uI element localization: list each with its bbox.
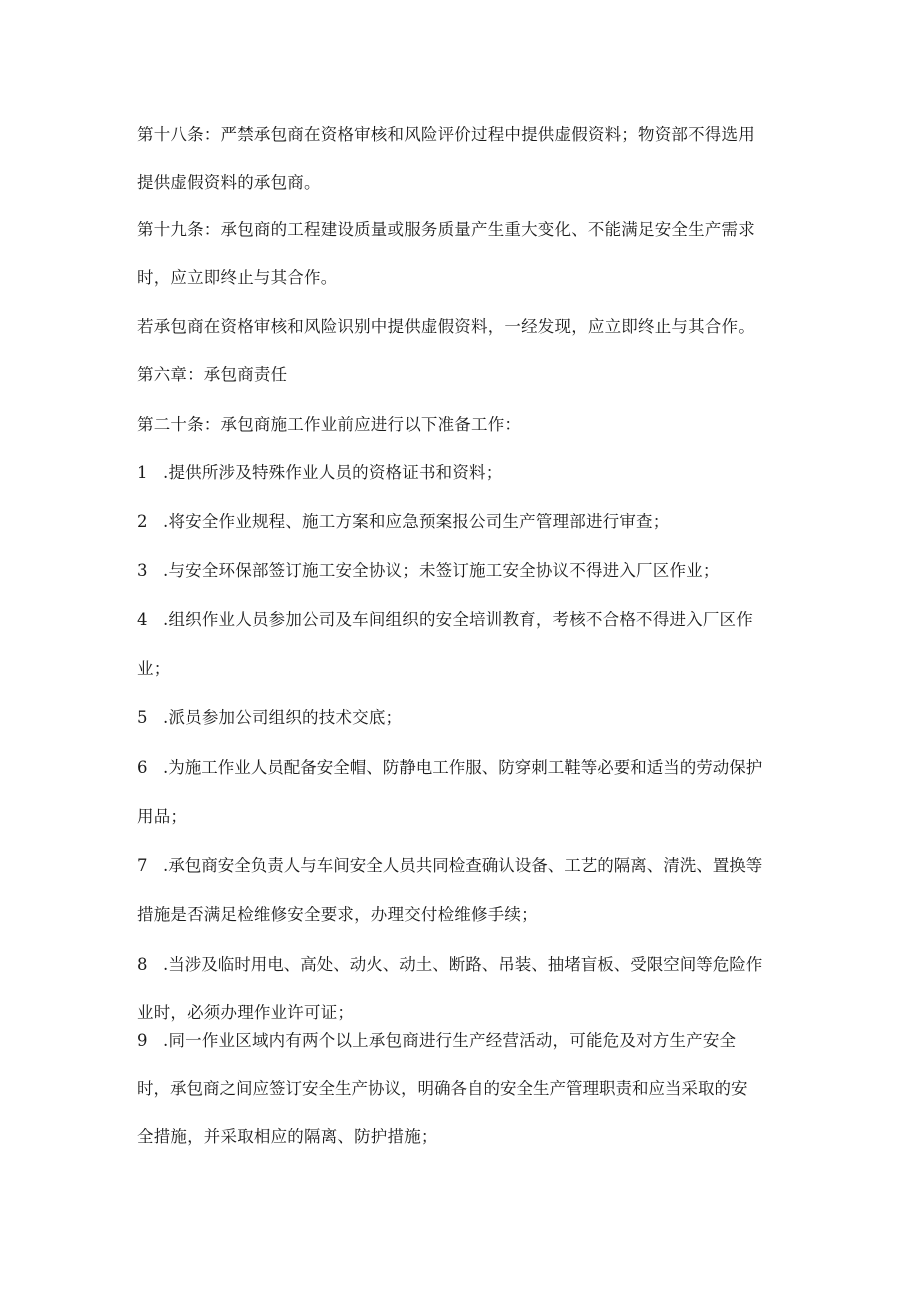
list-item-text: .承包商安全负责人与车间安全人员共同检查确认设备、工艺的隔离、清洗、置换等 — [163, 856, 763, 875]
paragraph-false-info: 若承包商在资格审核和风险识别中提供虚假资料，一经发现，应立即终止与其合作。 — [137, 317, 755, 336]
list-item-8 — [137, 954, 762, 976]
list-item-number: 5 — [137, 708, 148, 727]
list-item-text: .提供所涉及特殊作业人员的资格证书和资料； — [163, 463, 503, 482]
list-item-text: .组织作业人员参加公司及车间组织的安全培训教育，考核不合格不得进入厂区作 — [163, 610, 753, 629]
list-item-number: 8 — [137, 955, 148, 974]
list-item-number: 1 — [137, 463, 148, 482]
list-item-text: .将安全作业规程、施工方案和应急预案报公司生产管理部进行审查； — [163, 512, 670, 531]
list-item-4 — [137, 609, 753, 631]
list-item-text: .与安全环保部签订施工安全协议；未签订施工安全协议不得进入厂区作业； — [163, 561, 720, 580]
list-item-4-line-2: 业； — [137, 659, 171, 678]
list-item-6 — [137, 757, 762, 779]
list-item-number: 7 — [137, 856, 148, 875]
list-item-3 — [137, 560, 720, 582]
list-item-5 — [137, 707, 402, 729]
list-item-number: 6 — [137, 758, 148, 777]
list-item-9 — [137, 1030, 736, 1052]
article-19-line-2: 时，应立即终止与其合作。 — [137, 268, 338, 287]
chapter-6-title: 第六章：承包商责任 — [137, 365, 288, 384]
list-item-text: .派员参加公司组织的技术交底； — [163, 708, 403, 727]
list-item-7 — [137, 855, 762, 877]
list-item-number: 9 — [137, 1031, 148, 1050]
list-item-1 — [137, 462, 502, 484]
list-item-9-line-2: 时，承包商之间应签订安全生产协议，明确各自的安全生产管理职责和应当采取的安 — [137, 1079, 748, 1098]
list-item-number: 4 — [137, 610, 148, 629]
list-item-8-line-2: 业时，必须办理作业许可证； — [137, 1003, 355, 1022]
article-18-line-2: 提供虚假资料的承包商。 — [137, 173, 321, 192]
list-item-number: 3 — [137, 561, 148, 580]
list-item-text: .同一作业区域内有两个以上承包商进行生产经营活动，可能危及对方生产安全 — [163, 1031, 737, 1050]
list-item-9-line-3: 全措施，并采取相应的隔离、防护措施； — [137, 1127, 438, 1146]
list-item-text: .为施工作业人员配备安全帽、防静电工作服、防穿刺工鞋等必要和适当的劳动保护 — [163, 758, 763, 777]
article-19-line-1: 第十九条：承包商的工程建设质量或服务质量产生重大变化、不能满足安全生产需求 — [137, 220, 755, 239]
list-item-number: 2 — [137, 512, 148, 531]
list-item-text: .当涉及临时用电、高处、动火、动土、断路、吊装、抽堵盲板、受限空间等危险作 — [163, 955, 763, 974]
article-18-line-1: 第十八条：严禁承包商在资格审核和风险评价过程中提供虚假资料；物资部不得选用 — [137, 125, 755, 144]
article-20-intro: 第二十条：承包商施工作业前应进行以下准备工作： — [137, 415, 522, 434]
list-item-2 — [137, 511, 669, 533]
list-item-7-line-2: 措施是否满足检维修安全要求，办理交付检维修手续； — [137, 905, 538, 924]
list-item-6-line-2: 用品； — [137, 807, 188, 826]
